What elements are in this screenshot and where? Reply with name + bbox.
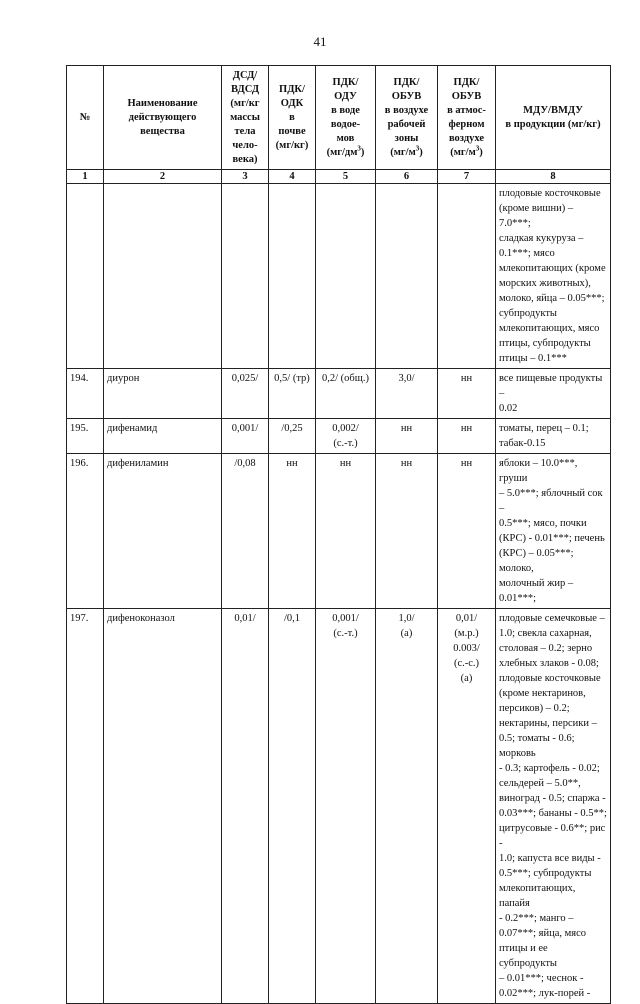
row-water: 0,2/ (общ.) [316,369,376,419]
row-work-air: 3,0/ [376,369,438,419]
row-work-air: нн [376,454,438,609]
row-work-air: нн [376,419,438,454]
substances-table [66,65,611,1004]
column-number: 5 [316,170,376,184]
row-num: 196. [67,454,104,609]
row-water: 0,001/ (с.-т.) [316,609,376,1004]
row-num: 194. [67,369,104,419]
column-number: 2 [104,170,222,184]
column-number: 6 [376,170,438,184]
header-atm-air: ПДК/ ОБУВ в атмос- ферном воздухе $(мг/м^3)$ [438,66,496,170]
row-mdu: плодовые косточковые (кроме вишни) – 7.0***; сладкая кукуруза – 0.1***; мясо млекопитающих (кроме морских животных), молоко, яйца – 0.05***; субпродукты млекопитающих, мясо птицы, субпродукты птицы – 0.1*** [496,184,611,369]
header-row [67,66,611,170]
row-dsd: /0,08 [222,454,269,609]
row-water: нн [316,454,376,609]
header-name: Наименование действующего вещества [104,66,222,170]
row-dsd: 0,01/ [222,609,269,1004]
header-mdu: МДУ/ВМДУ в продукции (мг/кг) [496,66,611,170]
row-atm-air: нн [438,419,496,454]
row-atm-air [438,184,496,369]
row-work-air [376,184,438,369]
row-name [104,184,222,369]
row-name: дифенамид [104,419,222,454]
row-water [316,184,376,369]
row-mdu: яблоки – 10.0***, груши – 5.0***; яблочный сок – 0.5***; мясо, почки (КРС) - 0.01***; печень (КРС) – 0.05***; молоко, молочный жир – 0.01***; [496,454,611,609]
row-name: дифениламин [104,454,222,609]
row-num: 195. [67,419,104,454]
row-atm-air: 0,01/ (м.р.) 0.003/ (с.-с.) (а) [438,609,496,1004]
column-number: 3 [222,170,269,184]
row-work-air: 1,0/ (а) [376,609,438,1004]
row-name: диурон [104,369,222,419]
row-soil: /0,1 [269,609,316,1004]
column-number-row [67,170,611,184]
table-row [67,184,611,369]
header-num: № [67,66,104,170]
row-name: дифеноконазол [104,609,222,1004]
row-soil: нн [269,454,316,609]
column-number: 1 [67,170,104,184]
page-number: 41 [313,34,327,49]
row-atm-air: нн [438,369,496,419]
row-num [67,184,104,369]
header-dsd: ДСД/ ВДСД (мг/кг массы тела чело- века) [222,66,269,170]
row-soil: 0,5/ (тр) [269,369,316,419]
table-row [67,419,611,454]
row-mdu: плодовые семечковые – 1.0; свекла сахарная, столовая – 0.2; зерно хлебных злаков - 0.08; плодовые косточковые (кроме нектаринов, персиков) – 0.2; нектарины, персики – 0.5; томаты - 0.6; морковь - 0.3; картофель - 0.02; сельдерей – 5.0**, виноград - 0.5; спаржа - 0.03***; бананы - 0.5**; цитрусовые - 0.6**; рис - 1.0; капуста все виды - 0.5***; субпродукты млекопитающих, папайя - 0.2***; манго – 0.07***; яйца, мясо птицы и ее субпродукты – 0.01***; чеснок - 0.02***; лук-порей - [496,609,611,1004]
row-atm-air: нн [438,454,496,609]
column-number: 8 [496,170,611,184]
row-num: 197. [67,609,104,1004]
row-water: 0,002/ (с.-т.) [316,419,376,454]
row-mdu: томаты, перец – 0.1; табак-0.15 [496,419,611,454]
table-row [67,454,611,609]
header-work-air: ПДК/ ОБУВ в воздухе рабочей зоны $(мг/м^3)$ [376,66,438,170]
row-mdu: все пищевые продукты – 0.02 [496,369,611,419]
header-soil: ПДК/ ОДК в почве (мг/кг) [269,66,316,170]
header-water: ПДК/ ОДУ в воде водое- мов $(мг/дм^3)$ [316,66,376,170]
row-soil [269,184,316,369]
table-row [67,369,611,419]
column-number: 4 [269,170,316,184]
row-dsd [222,184,269,369]
table-row [67,609,611,1004]
column-number: 7 [438,170,496,184]
row-soil: /0,25 [269,419,316,454]
row-dsd: 0,025/ [222,369,269,419]
row-dsd: 0,001/ [222,419,269,454]
